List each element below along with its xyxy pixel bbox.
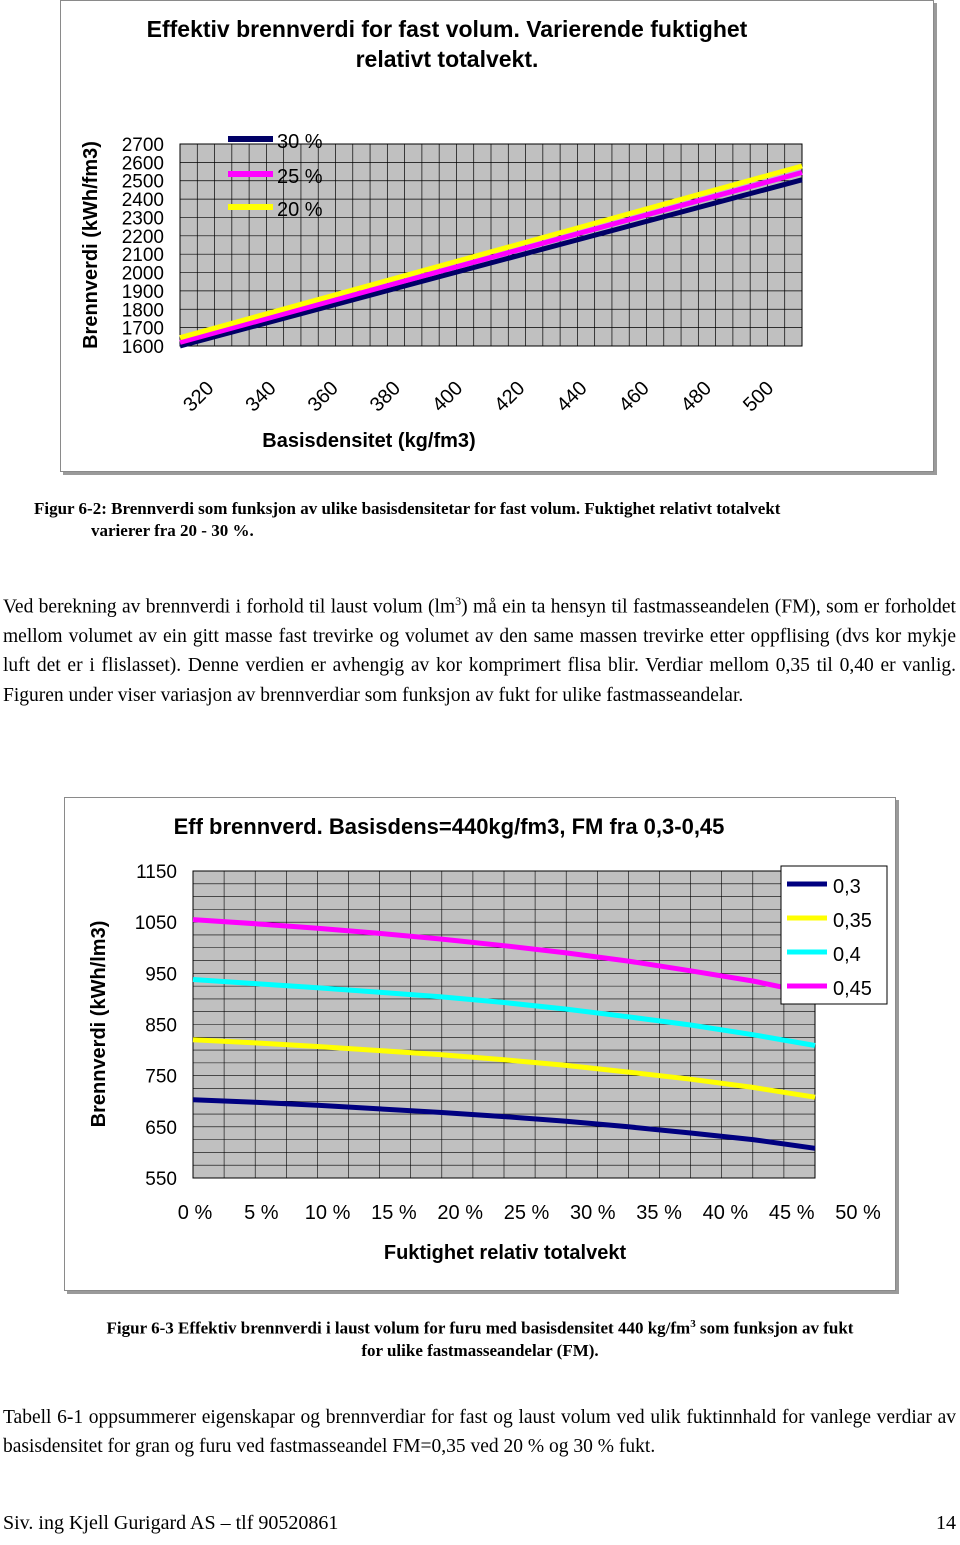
chart-2-y-ticks	[135, 862, 177, 1190]
chart-1-y-ticks	[122, 135, 164, 358]
chart-1-x-tick-label: 500	[739, 377, 779, 417]
chart-1-y-axis-label: Brennverdi (kWh/fm3)	[80, 141, 102, 349]
chart-1-x-tick-label: 380	[365, 377, 406, 417]
figure-6-2-caption	[34, 498, 944, 542]
chart-2-y-tick-label: 1050	[134, 913, 177, 935]
chart-2-x-tick-label: 45 %	[768, 1202, 815, 1224]
chart-1-y-tick-label: 2000	[121, 263, 164, 285]
chart-1-y-tick-label: 1600	[121, 337, 164, 358]
body-paragraph-tabell: Tabell 6-1 oppsummerer eigenskapar og brennverdiar for fast og laust volum ved ulik fuktinnhald for vanlege verdiar av basisdensitet for gran og furu ved fastmasseandel FM=0,35 ved 20 % og 30 % fukt.	[3, 1407, 956, 1458]
legend-label-04: 0,4	[833, 944, 861, 966]
chart-1-x-axis-label: Basisdensitet (kg/fm3)	[262, 430, 476, 452]
chart-2-x-tick-label: 0 %	[177, 1202, 213, 1224]
chart-2-x-tick-label: 5 %	[244, 1202, 279, 1224]
chart-1-x-tick-label: 440	[552, 377, 592, 417]
chart-2-x-axis-label: Fuktighet relativ totalvekt	[383, 1242, 627, 1264]
chart-1-y-tick-label: 2500	[121, 171, 164, 193]
paragraph-1-superscript: 3	[455, 594, 462, 608]
figure-6-3-caption	[0, 1313, 960, 1362]
chart-1-y-tick-label: 2400	[121, 190, 164, 212]
chart-1-x-tick-label: 360	[303, 377, 343, 417]
chart-1-y-tick-label: 2700	[121, 135, 164, 156]
chart-1-title-line-2: relativt totalvekt.	[355, 46, 539, 72]
chart-2-x-tick-label: 50 %	[835, 1202, 881, 1224]
figure-6-2-caption-line-1: Figur 6-2: Brennverdi som funksjon av ulike basisdensitetar for fast volum. Fuktighet relativt totalvekt	[34, 499, 781, 518]
chart-2-x-tick-label: 40 %	[702, 1202, 749, 1224]
chart-2-y-tick-label: 550	[145, 1169, 177, 1190]
figure-6-3-caption-line-1	[0, 1313, 960, 1340]
chart-2-frame	[64, 797, 896, 1291]
chart-1-x-tick-label: 400	[428, 377, 468, 417]
chart-1-y-tick-label: 1800	[121, 300, 164, 322]
legend-label-25: 25 %	[277, 166, 323, 188]
chart-1-y-tick-label: 2300	[121, 208, 164, 230]
chart-2-legend	[781, 866, 887, 1004]
chart-1-x-ticks	[179, 377, 778, 416]
chart-2-y-tick-label: 1150	[136, 862, 177, 883]
legend-label-20: 20 %	[277, 199, 323, 221]
caption-2-part-2: som funksjon av fukt	[695, 1318, 854, 1338]
caption-2-superscript: 3	[690, 1318, 696, 1330]
chart-1-x-tick-label: 480	[676, 377, 717, 417]
page-footer	[3, 1512, 956, 1535]
caption-2-part-1: Figur 6-3 Effektiv brennverdi i laust volum for furu med basisdensitet 440 kg/fm	[106, 1318, 691, 1338]
chart-1-y-tick-label: 1900	[121, 281, 164, 303]
footer-company: Siv. ing Kjell Gurigard AS – tlf 90520861	[3, 1512, 339, 1534]
chart-2-title: Eff brennverd. Basisdens=440kg/fm3, FM fra 0,3-0,45	[173, 814, 725, 839]
chart-1-svg	[61, 1, 933, 471]
chart-1-y-tick-label: 2200	[121, 226, 164, 248]
chart-2-svg	[65, 798, 895, 1290]
chart-1-y-tick-label: 1700	[121, 318, 164, 340]
chart-2-x-tick-label: 20 %	[437, 1202, 483, 1224]
legend-label-045: 0,45	[833, 978, 872, 1000]
chart-2-x-ticks	[178, 1202, 881, 1224]
legend-label-035: 0,35	[833, 910, 872, 932]
chart-2-x-tick-label: 10 %	[304, 1202, 351, 1224]
chart-2-y-tick-label: 750	[145, 1066, 177, 1088]
legend-label-30: 30 %	[277, 131, 323, 153]
chart-1-frame	[60, 0, 934, 472]
chart-2-x-tick-label: 35 %	[636, 1202, 682, 1224]
chart-2-y-tick-label: 850	[145, 1015, 177, 1037]
legend-label-03: 0,3	[833, 876, 861, 898]
chart-1-x-tick-label: 320	[179, 377, 219, 417]
chart-1-x-tick-label: 420	[490, 377, 530, 417]
paragraph-1-part-1: Ved berekning av brennverdi i forhold til laust volum (lm	[3, 596, 456, 618]
chart-2-x-tick-label: 15 %	[371, 1202, 417, 1224]
figure-6-3-caption-line-2: for ulike fastmasseandelar (FM).	[361, 1340, 599, 1360]
chart-1-y-tick-label: 2600	[121, 153, 164, 175]
chart-1-x-tick-label: 460	[614, 377, 654, 417]
chart-1-x-tick-label: 340	[241, 377, 281, 417]
figure-6-2-caption-line-2: varierer fra 20 - 30 %.	[91, 521, 254, 540]
paragraph-1-part-2: ) må ein ta hensyn til fastmasseandelen (FM), som er forholdet mellom volumet av ein gitt masse fast trevirke og volumet av den same massen trevirke etter oppflising (dvs kor mykje luft det er i flislasset). Denne verdien er avhengig av kor komprimert flisa blir. Verdiar mellom 0,35 til 0,40 er vanlig. Figuren under viser variasjon av brennverdiar som funksjon av fukt for ulike fastmasseandelar.	[3, 596, 956, 706]
chart-2-x-tick-label: 25 %	[503, 1202, 550, 1224]
chart-2-y-tick-label: 950	[145, 964, 177, 986]
chart-2-x-tick-label: 30 %	[570, 1202, 616, 1224]
chart-2-y-axis-label: Brennverdi (kWh/lm3)	[88, 920, 110, 1128]
page-number: 14	[936, 1512, 956, 1534]
chart-2-grid	[193, 871, 815, 1178]
chart-1-title-line-1: Effektiv brennverdi for fast volum. Varierende fuktighet	[146, 16, 748, 42]
chart-1-y-tick-label: 2100	[121, 245, 164, 267]
body-paragraph-fastmasseandel	[3, 587, 956, 710]
chart-2-y-tick-label: 650	[145, 1117, 177, 1139]
